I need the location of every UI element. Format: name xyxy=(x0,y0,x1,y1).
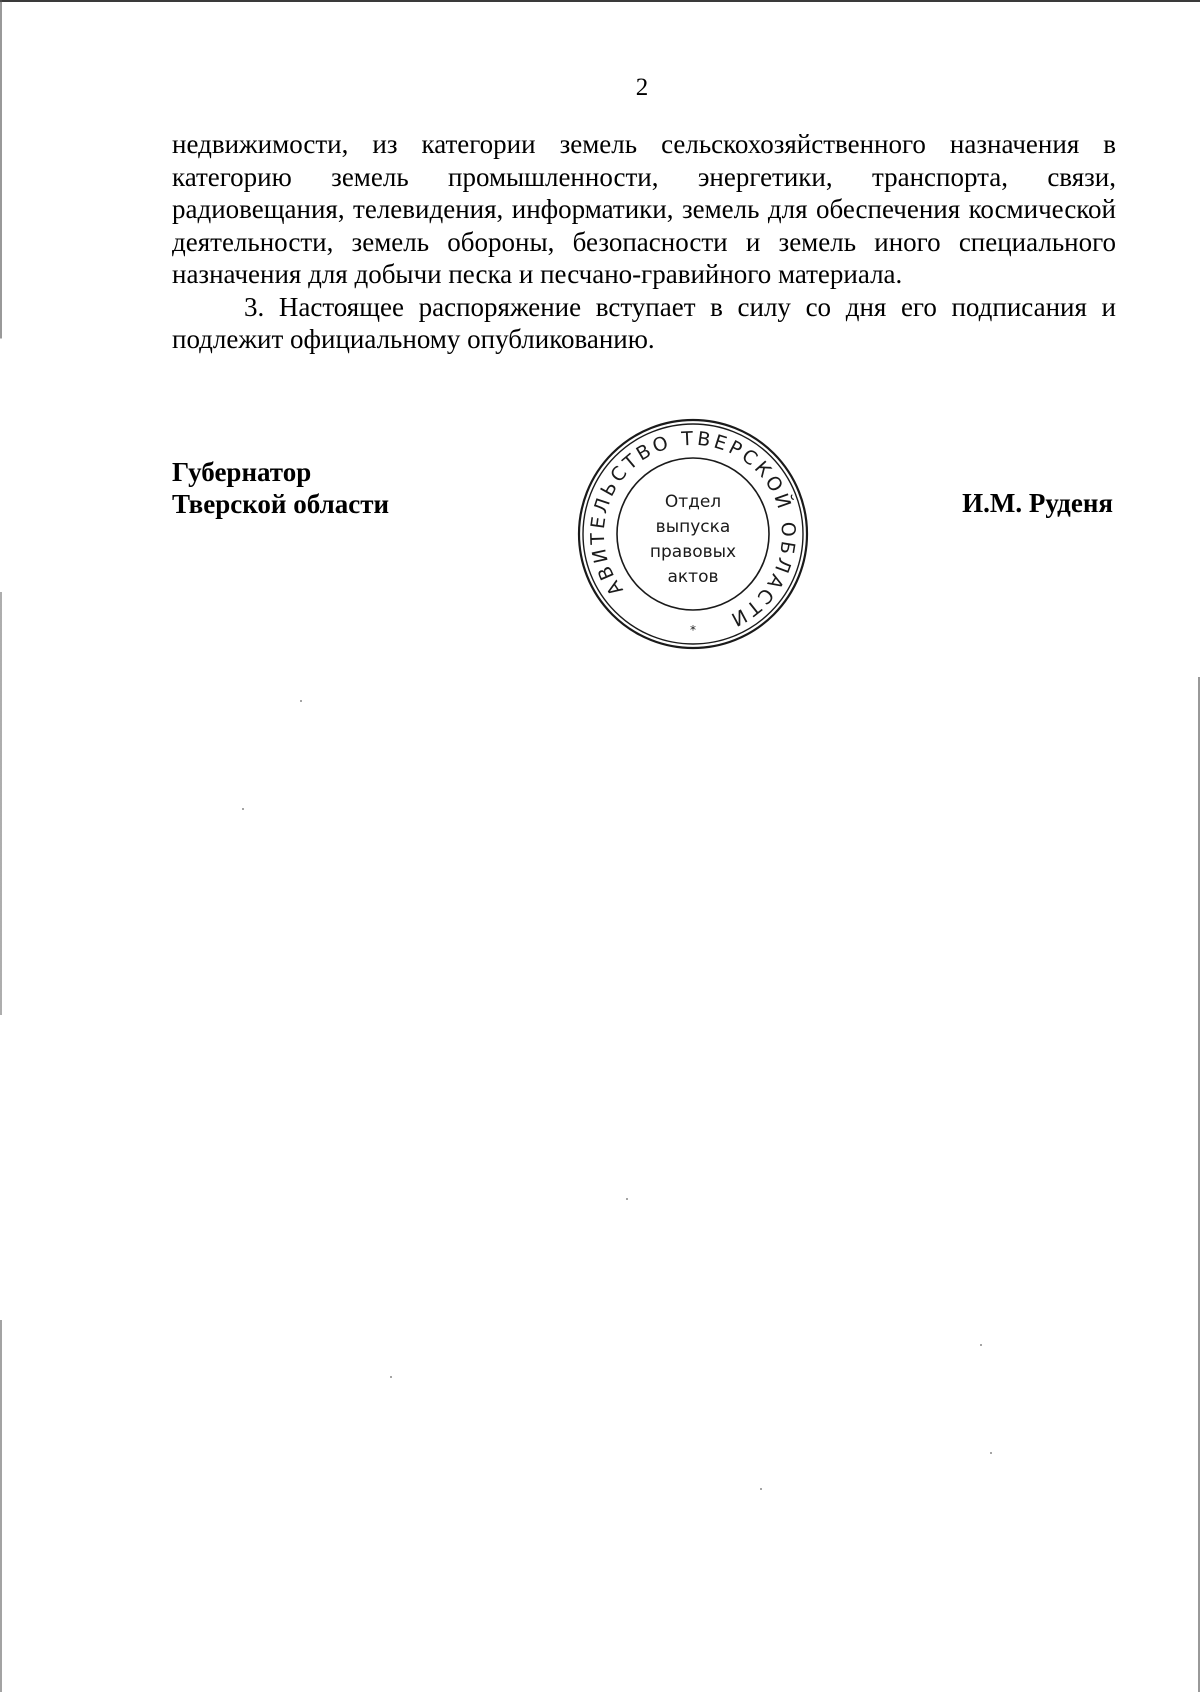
signatory-name: И.М. Руденя xyxy=(962,488,1113,518)
signatory-title xyxy=(172,456,389,520)
scan-speck xyxy=(990,1452,992,1454)
scan-speck xyxy=(242,808,244,810)
page-number: 2 xyxy=(635,74,649,101)
seal-center-line-2: выпуска xyxy=(655,517,731,537)
scan-speck xyxy=(760,1488,762,1490)
seal-star: * xyxy=(690,623,696,637)
paragraph-continued: недвижимости, из категории земель сельскохозяйственного назначения в категорию земель промышленности, энергетики, транспорта, связи, радиовещания, телевидения, информатики, земель для обеспечения космической деятельности, земель обороны, безопасности и земель иного специального назначения для добычи песка и песчано-гравийного материала. xyxy=(172,129,1116,289)
document-body xyxy=(172,128,1116,356)
scan-speck xyxy=(626,1198,628,1200)
seal-graphic xyxy=(577,418,809,650)
scan-speck xyxy=(390,1376,392,1378)
signatory-title-line-2: Тверской области xyxy=(172,489,390,519)
scan-edge-top xyxy=(0,0,1200,2)
seal-ring-text: ПРАВИТЕЛЬСТВО ТВЕРСКОЙ ОБЛАСТИ xyxy=(586,427,800,632)
paragraph-3: 3. Настоящее распоряжение вступает в силу со дня его подписания и подлежит официальному опубликованию. xyxy=(172,291,1116,354)
seal-center-line-4: актов xyxy=(667,567,719,587)
signatory-title-line-1: Губернатор xyxy=(172,457,312,487)
official-seal xyxy=(577,418,809,650)
scan-speck xyxy=(980,1344,982,1346)
scan-edge-left xyxy=(0,0,2,1692)
seal-center-line-1: Отдел xyxy=(664,492,722,512)
scan-speck xyxy=(300,700,302,702)
seal-center-line-3: правовых xyxy=(649,542,737,562)
